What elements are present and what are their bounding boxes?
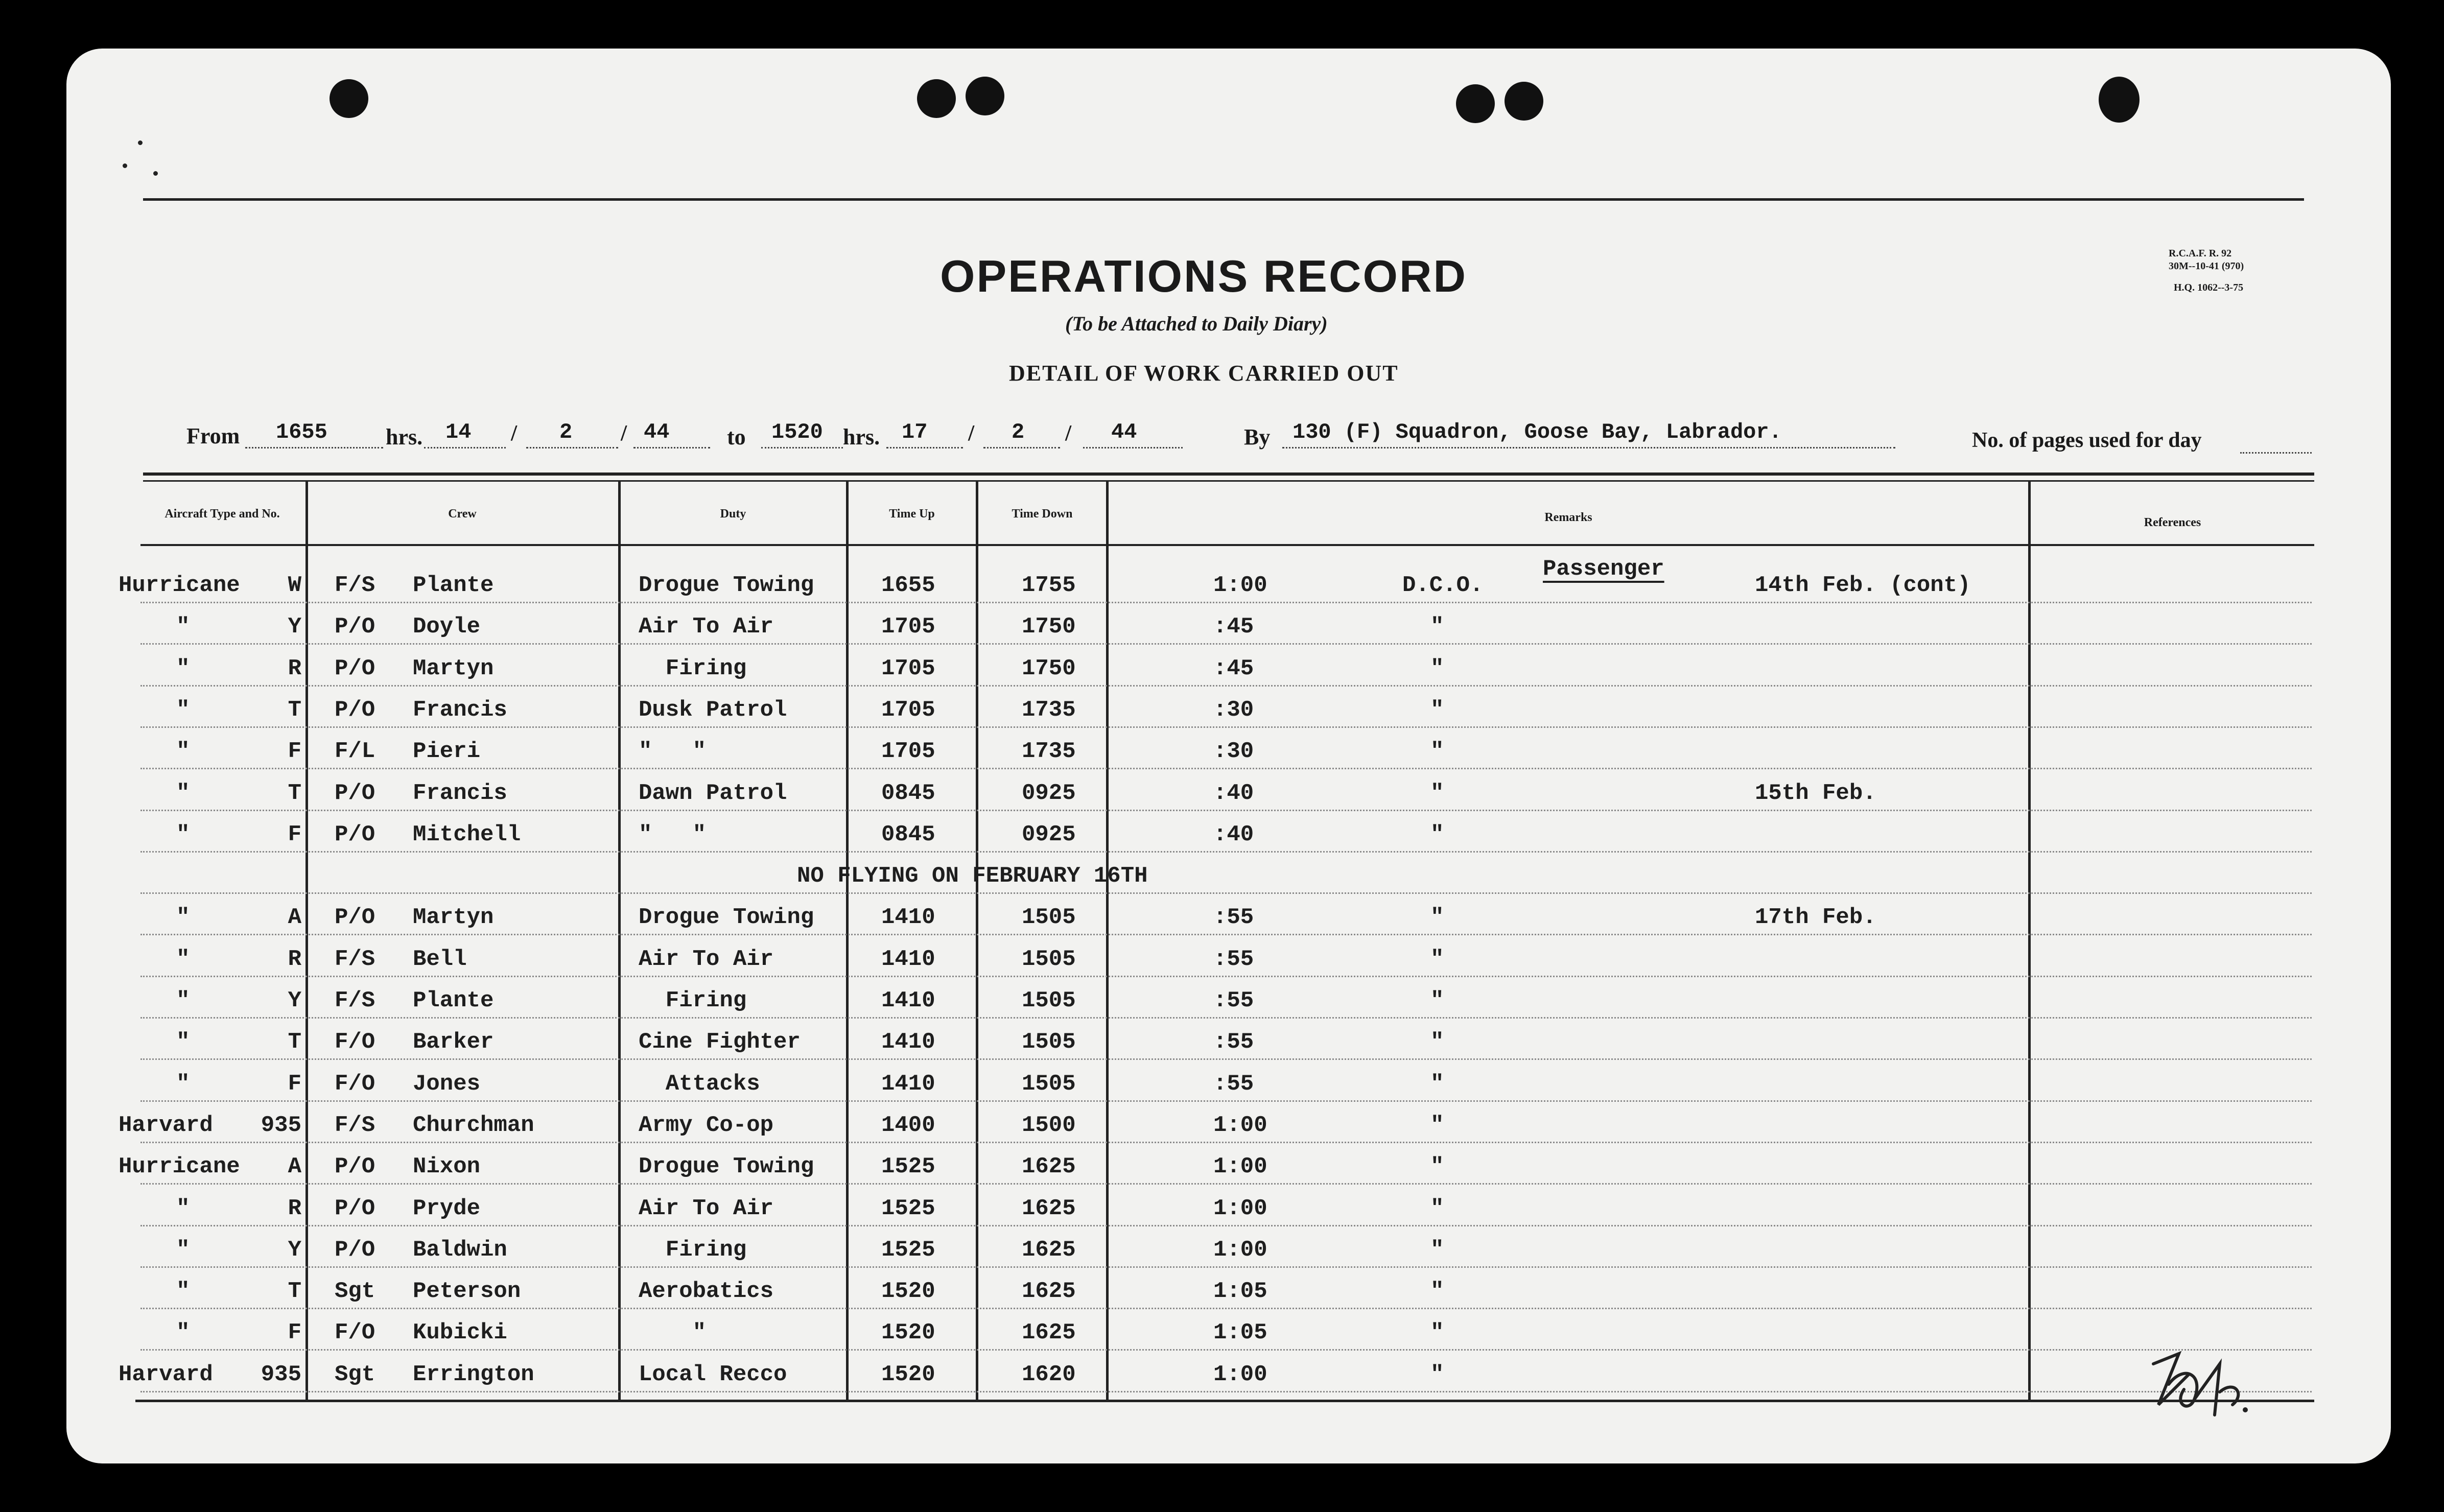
dco-remark: "	[1430, 1320, 1444, 1346]
col-divider	[846, 480, 849, 1400]
time-down: 1625	[1022, 1237, 1076, 1263]
crew-rank: F/O	[335, 1071, 375, 1097]
duty: Dusk Patrol	[639, 697, 787, 723]
col-header-remarks: Remarks	[1544, 511, 1592, 524]
crew-rank: P/O	[335, 614, 375, 640]
to-year: 44	[1111, 420, 1137, 444]
time-up: 1520	[881, 1320, 935, 1346]
aircraft-number: Y	[288, 614, 301, 640]
dco-remark: "	[1430, 905, 1444, 931]
duty: Dawn Patrol	[639, 780, 787, 806]
time-down: 0925	[1022, 780, 1076, 806]
unit-line	[1282, 447, 1895, 448]
crew-name: Bell	[413, 946, 467, 972]
col-header-time-down: Time Down	[1012, 507, 1073, 521]
date-separator: /	[511, 420, 518, 445]
time-up: 1410	[881, 1029, 935, 1055]
dco-remark: "	[1430, 1237, 1444, 1263]
duration: 1:00	[1213, 1237, 1267, 1263]
punch-hole	[1456, 84, 1495, 123]
aircraft-number: R	[288, 1195, 301, 1221]
aircraft-number: T	[288, 697, 301, 723]
dco-remark: "	[1430, 1029, 1444, 1055]
duration: :55	[1213, 1071, 1254, 1097]
duty: Firing	[639, 655, 747, 681]
col-header-duty: Duty	[720, 507, 746, 521]
aircraft-type: "	[176, 697, 190, 723]
aircraft-type: Hurricane	[119, 1154, 240, 1180]
time-down: 1625	[1022, 1154, 1076, 1180]
aircraft-number: Y	[288, 1237, 301, 1263]
crew-name: Martyn	[413, 905, 494, 931]
to-label: to	[727, 424, 746, 450]
aircraft-number: A	[288, 905, 301, 931]
aircraft-number: F	[288, 1071, 301, 1097]
aircraft-number: F	[288, 1320, 301, 1346]
to-time: 1520	[771, 420, 823, 444]
duty: Firing	[639, 1237, 747, 1263]
aircraft-type: "	[176, 1279, 190, 1305]
duty: Air To Air	[639, 946, 774, 972]
from-year: 44	[644, 420, 670, 444]
duration: 1:00	[1213, 573, 1267, 598]
duty: Aerobatics	[639, 1279, 774, 1305]
row-rule	[140, 810, 2312, 811]
crew-name: Plante	[413, 573, 494, 598]
crew-rank: F/O	[335, 1320, 375, 1346]
duty: Drogue Towing	[639, 1154, 814, 1180]
from-month-line	[526, 447, 618, 448]
time-down: 1735	[1022, 697, 1076, 723]
row-rule	[140, 602, 2312, 603]
dco-remark: "	[1430, 655, 1444, 681]
time-up: 1525	[881, 1195, 935, 1221]
duration: :55	[1213, 905, 1254, 931]
col-divider	[1106, 480, 1109, 1400]
duration: :45	[1213, 655, 1254, 681]
crew-name: Churchman	[413, 1112, 534, 1138]
duration: :30	[1213, 739, 1254, 765]
time-up: 1410	[881, 1071, 935, 1097]
from-day: 14	[445, 420, 472, 444]
row-rule	[140, 768, 2312, 769]
dco-remark: "	[1430, 1154, 1444, 1180]
duty: "	[639, 1320, 707, 1346]
aircraft-type: "	[176, 1195, 190, 1221]
crew-name: Doyle	[413, 614, 481, 640]
crew-rank: P/O	[335, 821, 375, 847]
row-rule	[140, 643, 2312, 645]
duration: 1:00	[1213, 1154, 1267, 1180]
crew-rank: F/O	[335, 1029, 375, 1055]
crew-name: Francis	[413, 697, 507, 723]
crew-name: Francis	[413, 780, 507, 806]
row-rule	[140, 1017, 2312, 1019]
dco-remark: "	[1430, 988, 1444, 1013]
from-time-line	[245, 447, 383, 448]
remark-note: 15th Feb.	[1755, 780, 1876, 806]
row-rule	[140, 1225, 2312, 1226]
duty: Drogue Towing	[639, 905, 814, 931]
time-up: 1705	[881, 614, 935, 640]
crew-name: Martyn	[413, 655, 494, 681]
duty: Cine Fighter	[639, 1029, 801, 1055]
dco-remark: "	[1430, 1112, 1444, 1138]
to-day: 17	[902, 420, 928, 444]
from-label: From	[186, 423, 240, 448]
col-header-aircraft: Aircraft Type and No.	[165, 507, 280, 521]
from-month: 2	[559, 420, 573, 444]
crew-name: Peterson	[413, 1279, 521, 1305]
time-up: 1705	[881, 655, 935, 681]
aircraft-type: "	[176, 1237, 190, 1263]
unit-name: 130 (F) Squadron, Goose Bay, Labrador.	[1293, 420, 1782, 444]
row-rule	[140, 1308, 2312, 1309]
aircraft-number: Y	[288, 988, 301, 1013]
by-label: By	[1244, 424, 1271, 450]
time-down: 1505	[1022, 988, 1076, 1013]
pages-line	[2240, 452, 2312, 454]
time-down: 1505	[1022, 905, 1076, 931]
crew-name: Mitchell	[413, 821, 521, 847]
duration: :55	[1213, 946, 1254, 972]
time-up: 1400	[881, 1112, 935, 1138]
to-month-line	[983, 447, 1060, 448]
duration: 1:05	[1213, 1320, 1267, 1346]
time-up: 1410	[881, 946, 935, 972]
aircraft-type: "	[176, 821, 190, 847]
aircraft-number: R	[288, 655, 301, 681]
from-hrs-label: hrs.	[386, 424, 423, 450]
time-down: 1505	[1022, 1029, 1076, 1055]
duration: :40	[1213, 821, 1254, 847]
dco-remark: "	[1430, 821, 1444, 847]
header-bottom-rule	[140, 544, 2314, 546]
signature-initials	[2143, 1343, 2255, 1420]
dco-remark: "	[1430, 780, 1444, 806]
crew-name: Kubicki	[413, 1320, 507, 1346]
to-year-line	[1083, 447, 1183, 448]
duration: 1:00	[1213, 1112, 1267, 1138]
time-up: 1705	[881, 697, 935, 723]
time-down: 1750	[1022, 655, 1076, 681]
top-rule	[143, 198, 2304, 201]
aircraft-number: T	[288, 1279, 301, 1305]
time-up: 1655	[881, 573, 935, 598]
row-rule	[140, 976, 2312, 977]
duty: Air To Air	[639, 1195, 774, 1221]
dco-remark: "	[1430, 614, 1444, 640]
speck	[138, 140, 143, 145]
date-separator: /	[968, 420, 975, 445]
time-down: 1625	[1022, 1195, 1076, 1221]
crew-rank: F/S	[335, 946, 375, 972]
table-top-rule	[143, 472, 2314, 476]
form-number-line: R.C.A.F. R. 92	[2169, 248, 2232, 259]
aircraft-type: "	[176, 988, 190, 1013]
time-up: 1520	[881, 1361, 935, 1387]
from-year-line	[633, 447, 710, 448]
row-rule	[140, 726, 2312, 728]
duration: 1:00	[1213, 1361, 1267, 1387]
time-up: 1525	[881, 1154, 935, 1180]
col-divider	[976, 480, 978, 1400]
duty: " "	[639, 739, 707, 765]
time-up: 1410	[881, 988, 935, 1013]
row-rule	[140, 892, 2312, 894]
crew-name: Pieri	[413, 739, 481, 765]
col-header-references: References	[2144, 516, 2201, 529]
duty: Army Co-op	[639, 1112, 774, 1138]
time-up: 1525	[881, 1237, 935, 1263]
no-flying-banner: NO FLYING ON FEBRUARY 16TH	[797, 863, 1148, 889]
dco-remark: "	[1430, 697, 1444, 723]
crew-name: Nixon	[413, 1154, 481, 1180]
page-subtitle: (To be Attached to Daily Diary)	[1065, 312, 1328, 335]
time-down: 1505	[1022, 946, 1076, 972]
dco-remark: D.C.O.	[1402, 573, 1484, 598]
crew-name: Pryde	[413, 1195, 481, 1221]
duration: :55	[1213, 988, 1254, 1013]
form-number-line: H.Q. 1062--3-75	[2174, 282, 2244, 293]
duration: :30	[1213, 697, 1254, 723]
punch-hole	[330, 79, 368, 118]
duration: :55	[1213, 1029, 1254, 1055]
aircraft-type: Hurricane	[119, 573, 240, 598]
time-down: 1750	[1022, 614, 1076, 640]
remarks-passenger-note: Passenger	[1543, 556, 1664, 582]
aircraft-type: "	[176, 780, 190, 806]
time-up: 1410	[881, 905, 935, 931]
crew-rank: F/S	[335, 1112, 375, 1138]
time-down: 1755	[1022, 573, 1076, 598]
crew-name: Plante	[413, 988, 494, 1013]
time-down: 1500	[1022, 1112, 1076, 1138]
date-separator: /	[1065, 420, 1072, 445]
col-divider	[618, 480, 621, 1400]
time-down: 0925	[1022, 821, 1076, 847]
duty: Drogue Towing	[639, 573, 814, 598]
dco-remark: "	[1430, 1279, 1444, 1305]
speck	[123, 163, 127, 168]
to-month: 2	[1012, 420, 1025, 444]
aircraft-number: F	[288, 739, 301, 765]
time-up: 0845	[881, 780, 935, 806]
crew-name: Jones	[413, 1071, 481, 1097]
remark-note: 14th Feb. (cont)	[1755, 573, 1971, 598]
row-rule	[140, 1266, 2312, 1268]
table-bottom-rule	[135, 1400, 2314, 1402]
time-up: 0845	[881, 821, 935, 847]
time-down: 1625	[1022, 1279, 1076, 1305]
dco-remark: "	[1430, 946, 1444, 972]
aircraft-type: "	[176, 1071, 190, 1097]
dco-remark: "	[1430, 1195, 1444, 1221]
time-up: 1705	[881, 739, 935, 765]
aircraft-number: T	[288, 780, 301, 806]
to-hrs-label: hrs.	[843, 424, 880, 450]
time-down: 1625	[1022, 1320, 1076, 1346]
duty: Firing	[639, 988, 747, 1013]
crew-rank: F/S	[335, 988, 375, 1013]
punch-hole	[2099, 77, 2140, 123]
crew-rank: F/S	[335, 573, 375, 598]
to-time-line	[761, 447, 843, 448]
crew-rank: P/O	[335, 655, 375, 681]
row-rule	[140, 1391, 2312, 1392]
page-title: OPERATIONS RECORD	[940, 251, 1468, 301]
aircraft-type: "	[176, 614, 190, 640]
aircraft-number: 935	[261, 1361, 301, 1387]
aircraft-type: Harvard	[119, 1361, 213, 1387]
duty: " "	[639, 821, 707, 847]
to-day-line	[886, 447, 963, 448]
col-header-time-up: Time Up	[889, 507, 935, 521]
pages-label: No. of pages used for day	[1972, 429, 2202, 452]
duration: 1:05	[1213, 1279, 1267, 1305]
row-rule	[140, 1142, 2312, 1143]
duration: :40	[1213, 780, 1254, 806]
row-rule	[140, 1183, 2312, 1185]
crew-rank: P/O	[335, 1237, 375, 1263]
punch-hole	[917, 79, 956, 118]
date-separator: /	[621, 420, 627, 445]
duration: 1:00	[1213, 1195, 1267, 1221]
time-down: 1620	[1022, 1361, 1076, 1387]
punch-hole	[1505, 82, 1543, 121]
aircraft-number: F	[288, 821, 301, 847]
duty: Attacks	[639, 1071, 760, 1097]
crew-rank: P/O	[335, 1195, 375, 1221]
aircraft-number: W	[288, 573, 301, 598]
crew-rank: Sgt	[335, 1279, 375, 1305]
aircraft-number: R	[288, 946, 301, 972]
aircraft-type: Harvard	[119, 1112, 213, 1138]
table-top-rule-2	[143, 480, 2314, 482]
row-rule	[140, 934, 2312, 935]
aircraft-number: 935	[261, 1112, 301, 1138]
duty: Local Recco	[639, 1361, 787, 1387]
row-rule	[140, 685, 2312, 687]
time-down: 1505	[1022, 1071, 1076, 1097]
aircraft-type: "	[176, 1029, 190, 1055]
punch-hole	[966, 77, 1004, 115]
col-divider	[306, 480, 308, 1400]
speck	[153, 171, 158, 176]
aircraft-type: "	[176, 905, 190, 931]
remark-note: 17th Feb.	[1755, 905, 1876, 931]
aircraft-number: T	[288, 1029, 301, 1055]
crew-name: Errington	[413, 1361, 534, 1387]
row-rule	[140, 851, 2312, 853]
crew-name: Baldwin	[413, 1237, 507, 1263]
duty: Air To Air	[639, 614, 774, 640]
aircraft-type: "	[176, 739, 190, 765]
row-rule	[140, 1349, 2312, 1351]
crew-rank: Sgt	[335, 1361, 375, 1387]
crew-rank: P/O	[335, 905, 375, 931]
time-down: 1735	[1022, 739, 1076, 765]
aircraft-number: A	[288, 1154, 301, 1180]
from-day-line	[424, 447, 506, 448]
time-up: 1520	[881, 1279, 935, 1305]
col-header-crew: Crew	[448, 507, 477, 521]
form-number-line: 30M--10-41 (970)	[2169, 261, 2244, 272]
row-rule	[140, 1100, 2312, 1102]
row-rule	[140, 1058, 2312, 1060]
dco-remark: "	[1430, 1071, 1444, 1097]
crew-name: Barker	[413, 1029, 494, 1055]
dco-remark: "	[1430, 1361, 1444, 1387]
col-divider	[2028, 480, 2031, 1400]
dco-remark: "	[1430, 739, 1444, 765]
crew-rank: P/O	[335, 697, 375, 723]
crew-rank: P/O	[335, 1154, 375, 1180]
from-time: 1655	[276, 420, 327, 444]
detail-heading: DETAIL OF WORK CARRIED OUT	[1009, 361, 1399, 386]
crew-rank: P/O	[335, 780, 375, 806]
duration: :45	[1213, 614, 1254, 640]
aircraft-type: "	[176, 1320, 190, 1346]
crew-rank: F/L	[335, 739, 375, 765]
aircraft-type: "	[176, 655, 190, 681]
aircraft-type: "	[176, 946, 190, 972]
